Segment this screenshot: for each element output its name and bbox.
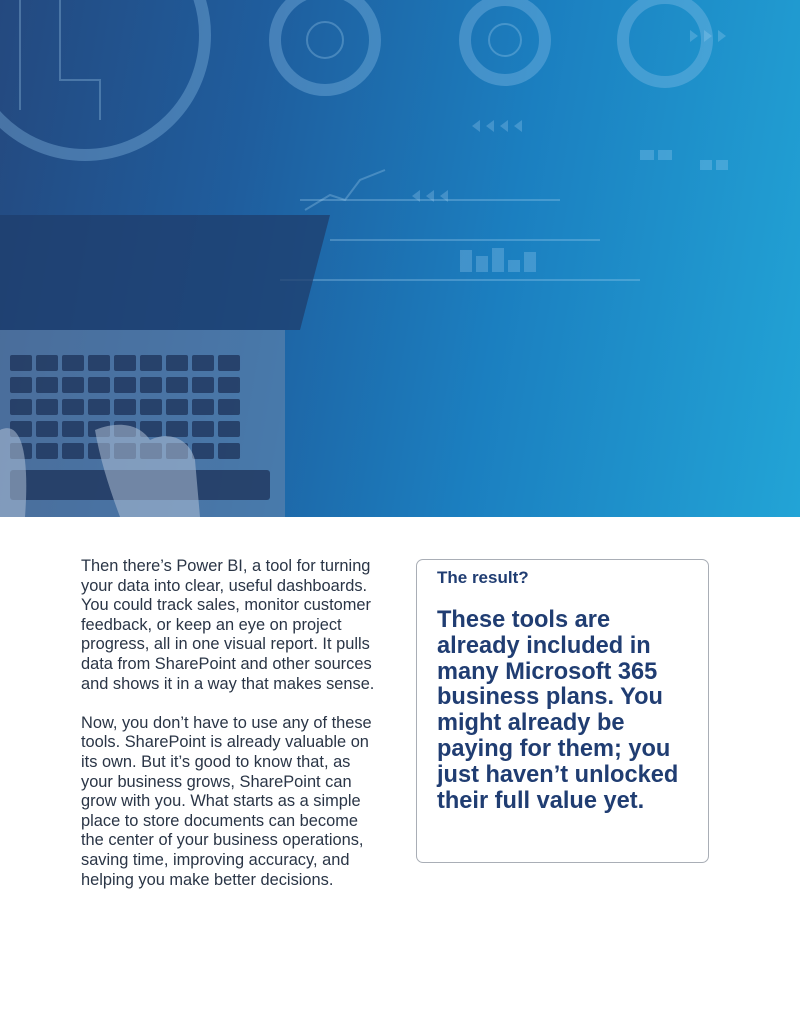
gear-icon: [623, 0, 707, 82]
paragraph: Then there’s Power BI, a tool for turning your data into clear, useful dashboards. You could track sales, monitor customer feedback, or keep an eye on project progress, all in one visual report. It pulls data from SharePoint and other sources and shows it in a way that makes sense.: [81, 557, 375, 693]
callout-box: [416, 559, 709, 863]
gear-icon: [465, 0, 545, 80]
hero-image: [0, 0, 800, 517]
paragraph: Now, you don’t have to use any of these tools. SharePoint is already valuable on its own. But it’s good to know that, as your business grows, SharePoint can grow with you. What starts as a simple place to store documents can become the center of your business operations, saving time, improving accuracy, and helping you make better decisions.: [81, 713, 372, 889]
hero-illustration: [0, 0, 800, 517]
callout-text: These tools are already included in many Microsoft 365 business plans. You might already be paying for them; you just haven’t unlocked their full value yet.: [437, 607, 679, 814]
gear-icon: [275, 0, 375, 90]
body-text: [81, 557, 381, 910]
callout-label: The result?: [437, 568, 529, 587]
laptop: [0, 215, 330, 517]
gear-icon: [0, 0, 205, 155]
